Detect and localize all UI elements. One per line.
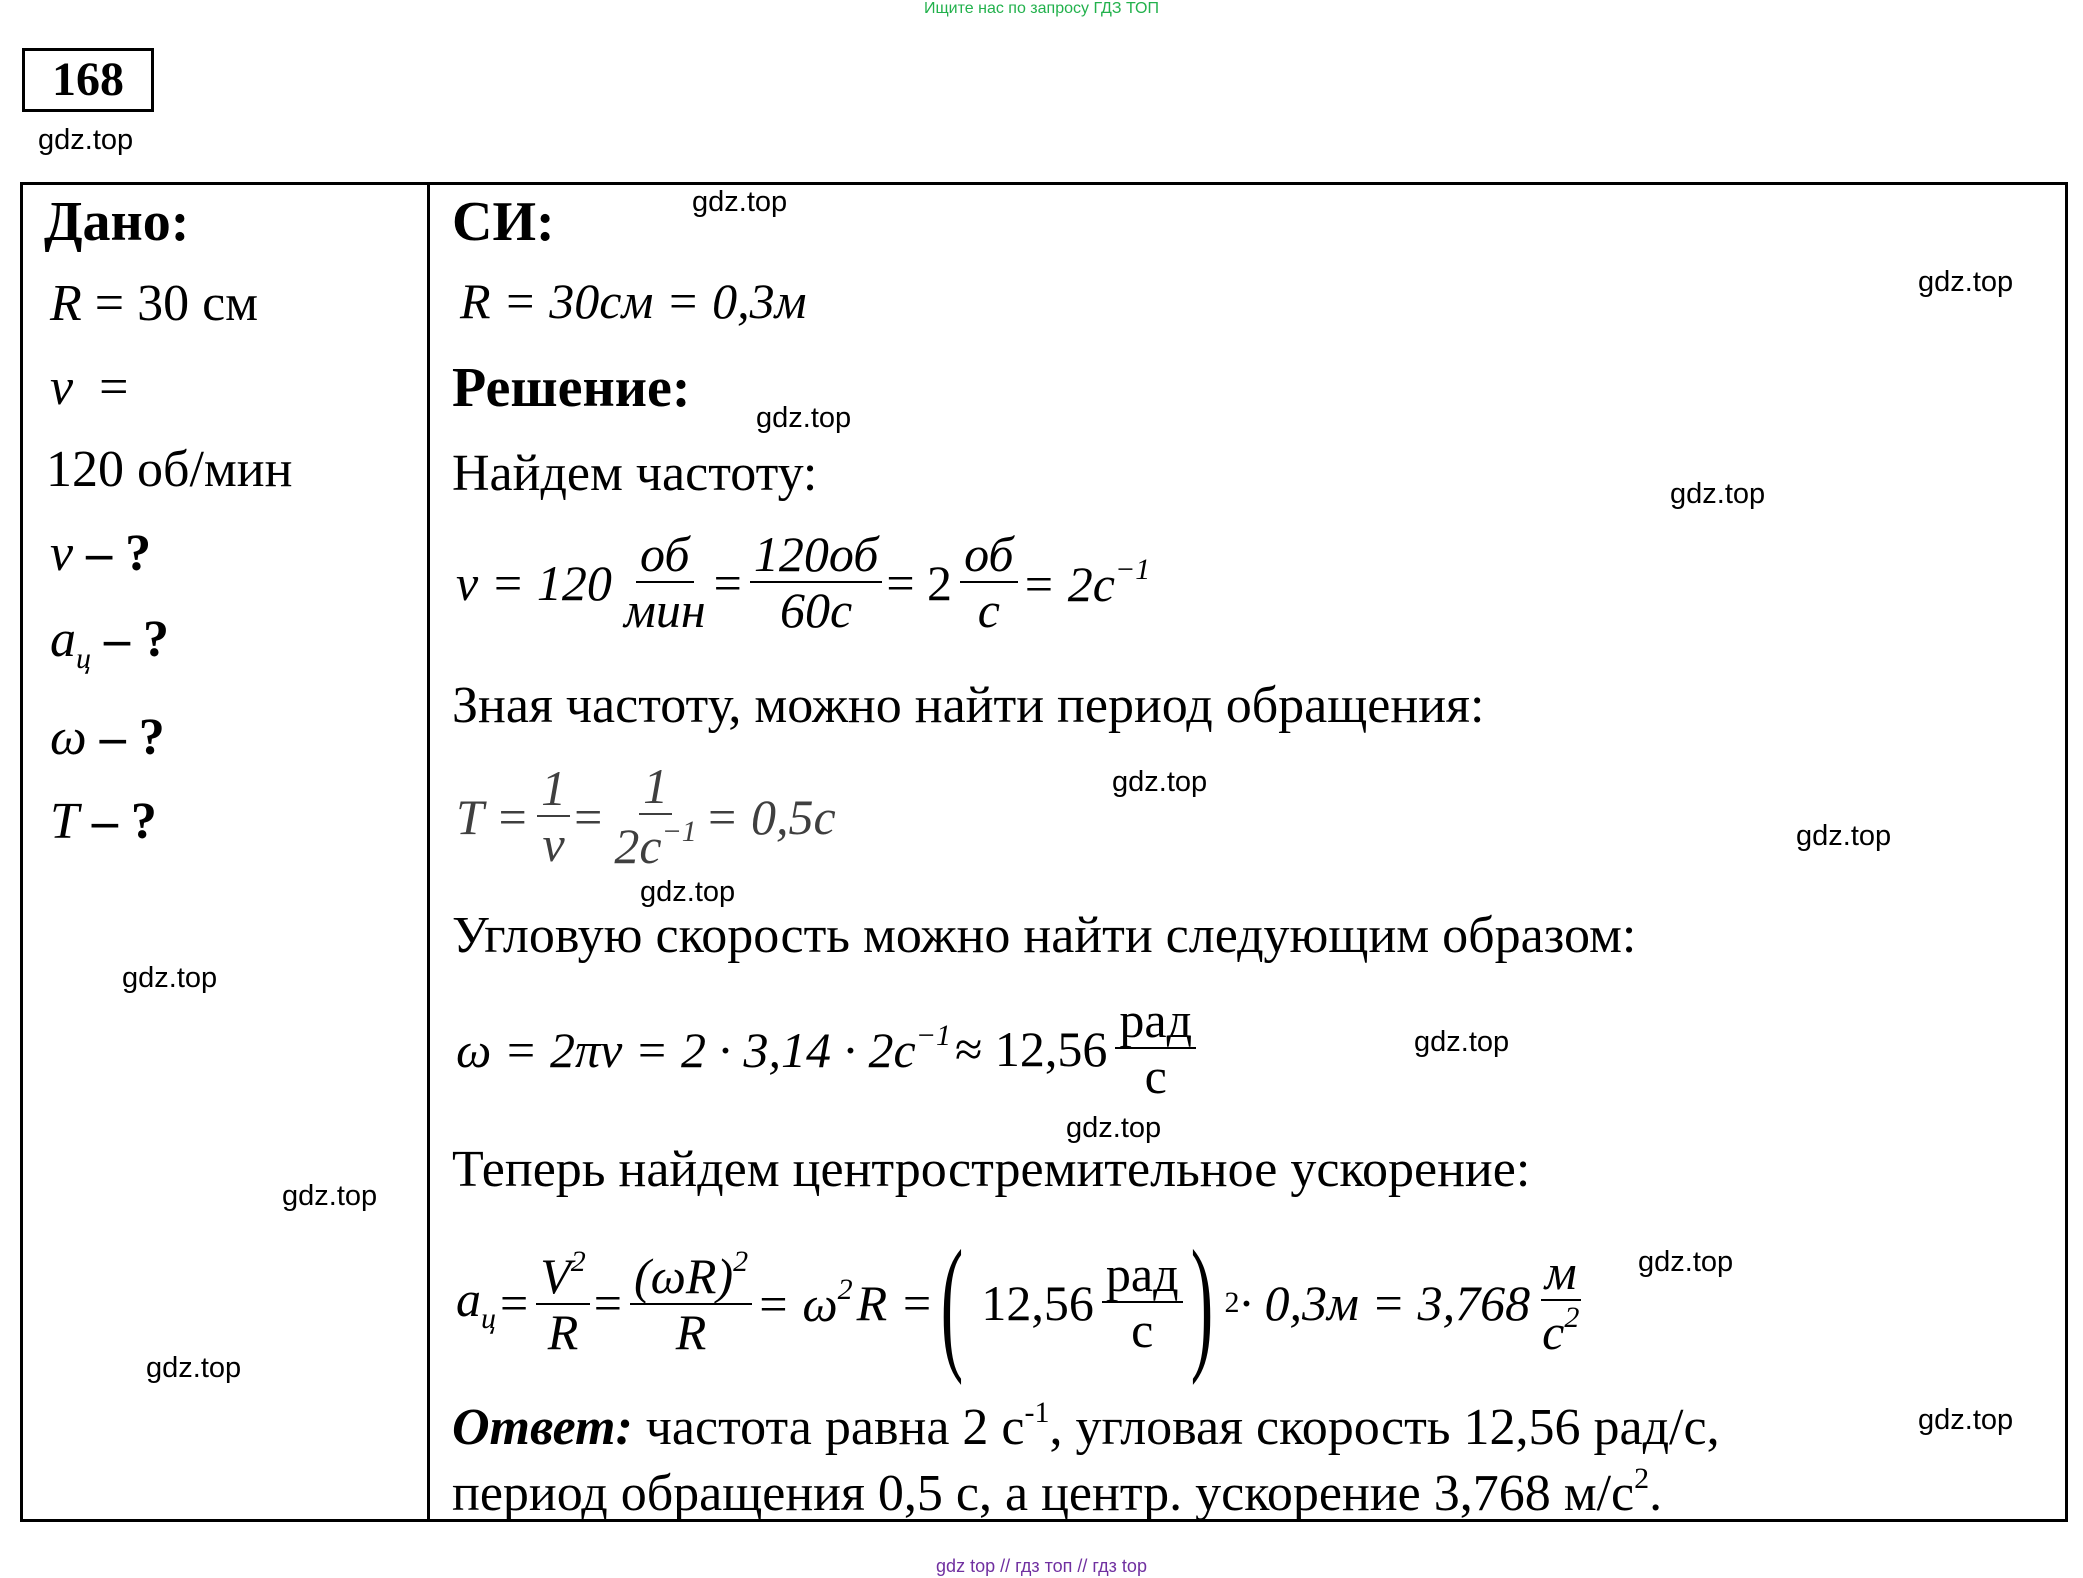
- formula-frequency: ν = 120 $\frac{об}{\text{мин}}$ = $\frac{120об}{60с}$ = 2 $\frac{об}{с}$ = $2с^{-1}$: [456, 526, 1151, 638]
- watermark: gdz.top: [1066, 1112, 1162, 1144]
- given-frequency-label: ν =: [50, 359, 129, 416]
- given-frequency-value: 120 об/мин: [46, 441, 293, 498]
- answer-line-2: период обращения 0,5 с, а центр. ускорение 3,768 $м/с^2$.: [452, 1462, 1663, 1522]
- formula-angular-velocity: $\omega = 2\pi\nu = 2 \cdot 3,14 \cdot 2с^{-1}$ ≈ 12,56 $\frac{\text{рад}}{с}$: [456, 994, 1200, 1104]
- watermark: gdz.top: [1414, 1026, 1510, 1058]
- step-find-period: Зная частоту, можно найти период обращения:: [452, 677, 1485, 734]
- watermark: gdz.top: [146, 1352, 242, 1384]
- watermark: gdz.top: [122, 962, 218, 994]
- si-header: СИ:: [452, 191, 555, 253]
- step-find-angular-velocity: Угловую скорость можно найти следующим образом:: [452, 907, 1637, 964]
- find-period: T – ?: [50, 793, 157, 850]
- column-divider: [427, 182, 430, 1522]
- formula-period: T = $\frac{1}{\nu}$ = $\frac{1}{2с^{-1}}$ = 0,5с: [456, 758, 836, 874]
- formula-centripetal: $a_ц$ = $\frac{V^2}{R}$ = $\frac{(\omega R)^2}{R}$ = $\omega^2$ R = ( 12,56 $\frac{\text{рад}}{с}$ ) 2 · 0,3м = 3,768 $\frac{м}{с^2}$: [456, 1220, 1580, 1386]
- watermark: gdz.top: [282, 1180, 378, 1212]
- given-header: Дано:: [44, 191, 190, 253]
- watermark: gdz.top: [38, 124, 134, 156]
- watermark: gdz.top: [1918, 266, 2014, 298]
- watermark: gdz.top: [756, 402, 852, 434]
- find-angular-velocity: ω – ?: [50, 709, 165, 766]
- answer-line-1: Ответ: частота равна 2 $с^{-1}$, угловая скорость 12,56 рад/с,: [452, 1396, 1720, 1456]
- watermark: gdz.top: [1638, 1246, 1734, 1278]
- watermark: gdz.top: [692, 186, 788, 218]
- problem-number: 168: [22, 48, 154, 112]
- si-formula: R = 30см = 0,3м: [460, 273, 807, 329]
- footer: gdz top // гдз топ // гдз top: [936, 1556, 1147, 1576]
- find-frequency: ν – ?: [50, 525, 152, 582]
- watermark: gdz.top: [1112, 766, 1208, 798]
- watermark: gdz.top: [1918, 1404, 2014, 1436]
- top-banner: Ищите нас по запросу ГДЗ ТОП: [924, 0, 1159, 17]
- step-find-centripetal: Теперь найдем центростремительное ускорение:: [452, 1141, 1531, 1198]
- step-find-frequency: Найдем частоту:: [452, 445, 818, 502]
- watermark: gdz.top: [1670, 478, 1766, 510]
- watermark: gdz.top: [1796, 820, 1892, 852]
- solution-header: Решение:: [452, 357, 691, 419]
- find-acceleration: $a_ц$ – ?: [50, 611, 169, 675]
- given-radius: R = 30 см: [50, 275, 259, 332]
- watermark: gdz.top: [640, 876, 736, 908]
